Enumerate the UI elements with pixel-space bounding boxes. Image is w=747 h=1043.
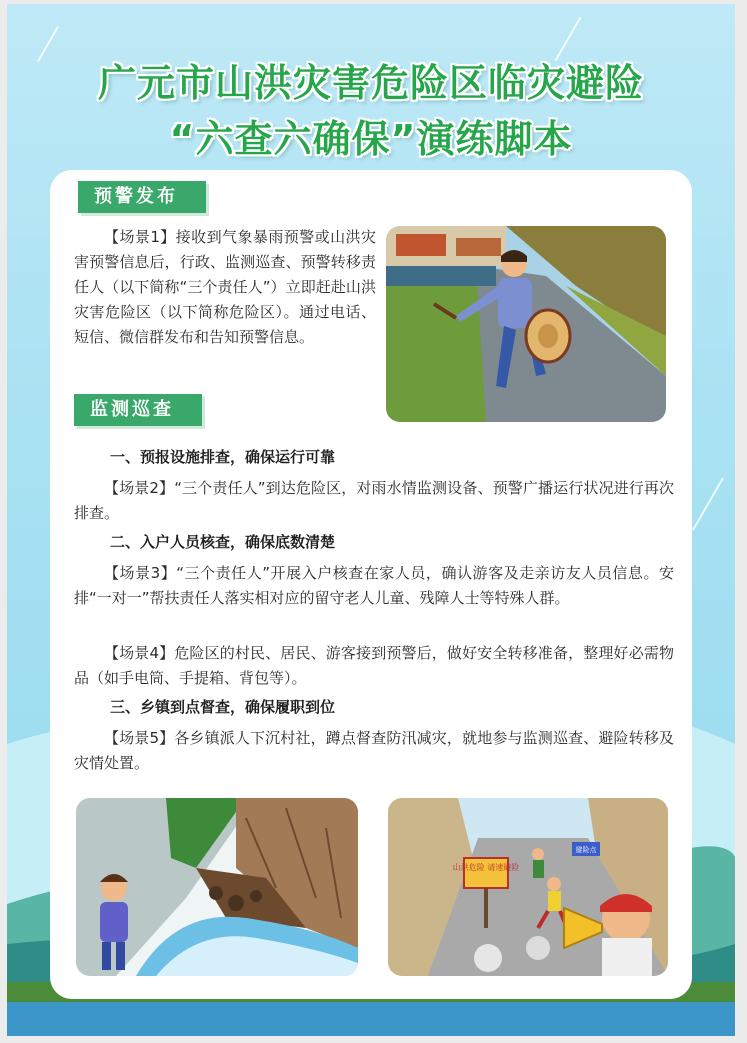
illustration-gong-warning xyxy=(386,226,666,422)
illustration-evacuation xyxy=(388,798,668,976)
content-card xyxy=(50,170,692,999)
page-title-line2: “六查六确保”演练脚本 xyxy=(169,117,573,161)
heading-3: 三、乡镇到点督查，确保履职到位 xyxy=(110,698,336,716)
heading-2: 二、入户人员核查，确保底数清楚 xyxy=(110,533,336,551)
shelter-board-text: 避险点 xyxy=(575,846,597,854)
poster xyxy=(7,4,735,1036)
scene-2-text: 【场景2】“三个责任人”到达危险区，对雨水情监测设备、预警广播运行状况进行再次排查。 xyxy=(74,479,674,522)
scene-1-text: 【场景1】接收到气象暴雨预警或山洪灾害预警信息后，行政、监测巡查、预警转移责任人（以下简称“三个责任人”）立即赶赴山洪灾害危险区（以下简称危险区）。通过电话、短信、微信群发布和告知预警信息。 xyxy=(74,228,376,346)
illustration-landslide xyxy=(76,798,358,976)
scene-4-text: 【场景4】危险区的村民、居民、游客接到预警后，做好安全转移准备，整理好必需物品（如手电筒、手提箱、背包等）。 xyxy=(74,644,674,687)
section-tag-patrol: 监测巡查 xyxy=(74,394,202,426)
scene-3-text: 【场景3】“三个责任人”开展入户核查在家人员，确认游客及走亲访友人员信息。安排“一对一”帮扶责任人落实相对应的留守老人儿童、残障人士等特殊人群。 xyxy=(74,564,674,607)
section-tag-warning: 预警发布 xyxy=(78,181,206,213)
page-title-line1: 广元市山洪灾害危险区临灾避险 xyxy=(97,61,644,105)
rain-streak xyxy=(692,478,724,531)
scene-5-text: 【场景5】各乡镇派人下沉村社，蹲点督查防汛减灾，就地参与监测巡查、避险转移及灾情处置。 xyxy=(74,729,674,772)
warning-sign-text: 山洪危险 请速避险 xyxy=(452,863,520,872)
heading-1: 一、预报设施排查，确保运行可靠 xyxy=(110,448,336,466)
